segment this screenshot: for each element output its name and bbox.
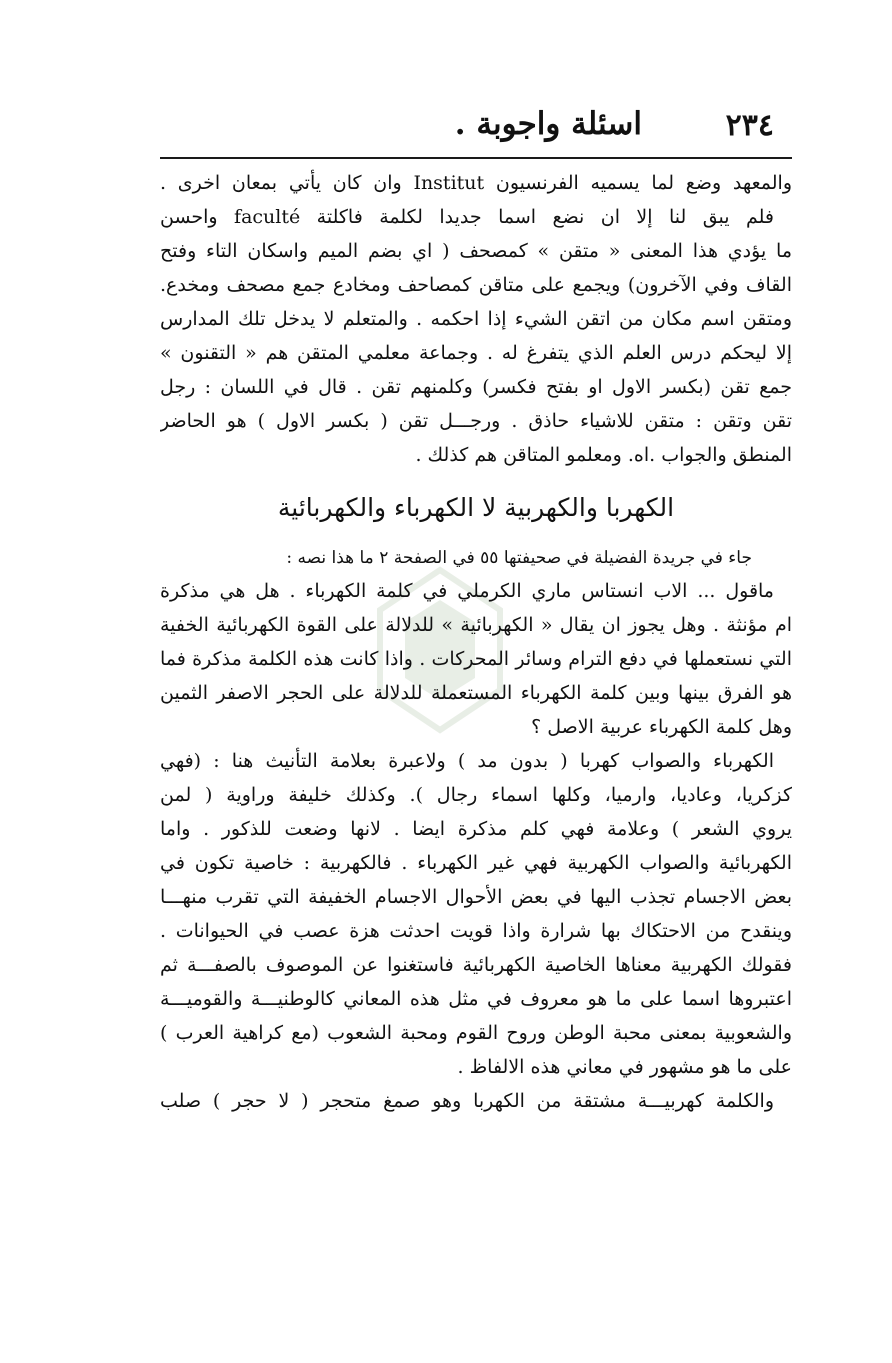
page-number: ٢٣٤ [725,108,774,143]
text-line: القاف وفي الآخرون) ويجمع على متاقن كمصاحف ومخادع جمع مصحف ومخدع. [160,274,792,296]
text-line: فقولك الكهربية معناها الخاصية الكهربائية فاستغنوا عن الموصوف بالصفـــة ثم [160,954,792,976]
text-line: وهل كلمة الكهرباء عربية الاصل ؟ [531,716,792,738]
text-line: على ما هو مشهور في معاني هذه الالفاظ . [457,1056,792,1078]
text-line: ام مؤنثة . وهل يجوز ان يقال « الكهربائية » للدلالة على القوة الكهربائية الخفية [160,614,792,636]
section-heading: الكهربا والكهربية لا الكهرباء والكهربائية [277,493,675,522]
text-line: والمعهد وضع لما يسميه الفرنسيون Institut وان كان يأتي بمعان اخرى . [160,172,792,194]
text-line: ماقول ... الاب انستاس ماري الكرملي في كلمة الكهرباء . هل هي مذكرة [160,580,774,602]
text-line: ومتقن اسم مكان من اتقن الشيء إذا احكمه . والمتعلم لا يدخل تلك المدارس [160,308,792,330]
text-line: ما يؤدي هذا المعنى « متقن » كمصحف ( اي بضم الميم واسكان التاء وفتح [160,240,792,262]
text-line: يروي الشعر ) وعلامة فهي كلم مذكرة ايضا . لانها وضعت للذكور . واما [160,818,792,840]
running-title: اسئلة واجوبة . [454,106,642,142]
text-line: بعض الاجسام تجذب اليها في بعض الأحوال الاجسام الخفيفة التي تقرب منهـــا [160,886,792,908]
source-note: جاء في جريدة الفضيلة في صحيفتها ٥٥ في الصفحة ٢ ما هذا نصه : [286,548,752,568]
text-line: جمع تقن (بكسر الاول او بفتح فكسر) وكلمنهم تقن . قال في اللسان : رجل [160,376,792,398]
text-line: فلم يبق لنا إلا ان نضع اسما جديدا لكلمة فاكلتة faculté واحسن [160,206,775,228]
page-body [160,166,792,1118]
text-line: والشعوبية بمعنى محبة الوطن وروح القوم ومحبة الشعوب (مع كراهية العرب ) [160,1022,792,1044]
text-line: تقن وتقن : متقن للاشياء حاذق . ورجـــل تقن ( بكسر الاول ) هو الحاضر [160,410,792,432]
text-line: اعتبروها اسما على ما هو معروف في مثل هذه المعاني كالوطنيـــة والقوميـــة [160,988,792,1010]
text-line: هو الفرق بينها وبين كلمة الكهرباء المستعملة للدلالة على الحجر الاصفر الثمين [160,682,792,704]
text-line: المنطق والجواب .اه. ومعلمو المتاقن هم كذلك . [415,444,792,466]
text-line: التي نستعملها في دفع الترام وسائر المحركات . واذا كانت هذه الكلمة مذكرة فما [160,648,792,670]
text-line: إلا ليحكم درس العلم الذي يتفرغ له . وجماعة معلمي المتقن هم « التقنون » [160,342,792,364]
text-line: والكلمة كهربيـــة مشتقة من الكهربا وهو صمغ متحجر ( لا حجر ) صلب [160,1090,774,1112]
text-line: الكهربائية والصواب الكهربية فهي غير الكهرباء . فالكهربية : خاصية تكون في [160,852,792,874]
page-header [160,104,792,156]
text-line: الكهرباء والصواب كهربا ( بدون مد ) ولاعبرة بعلامة التأنيث هنا : (فهي [160,750,774,772]
text-line: كزكريا، وعاديا، وارميا، وكلها اسماء رجال ). وكذلك خليفة وراوية ( لمن [160,784,792,806]
header-divider [160,157,792,159]
text-line: وينقدح من الاحتكاك بها شرارة واذا قويت احدثت هزة عصب في الحيوانات . [160,920,792,942]
